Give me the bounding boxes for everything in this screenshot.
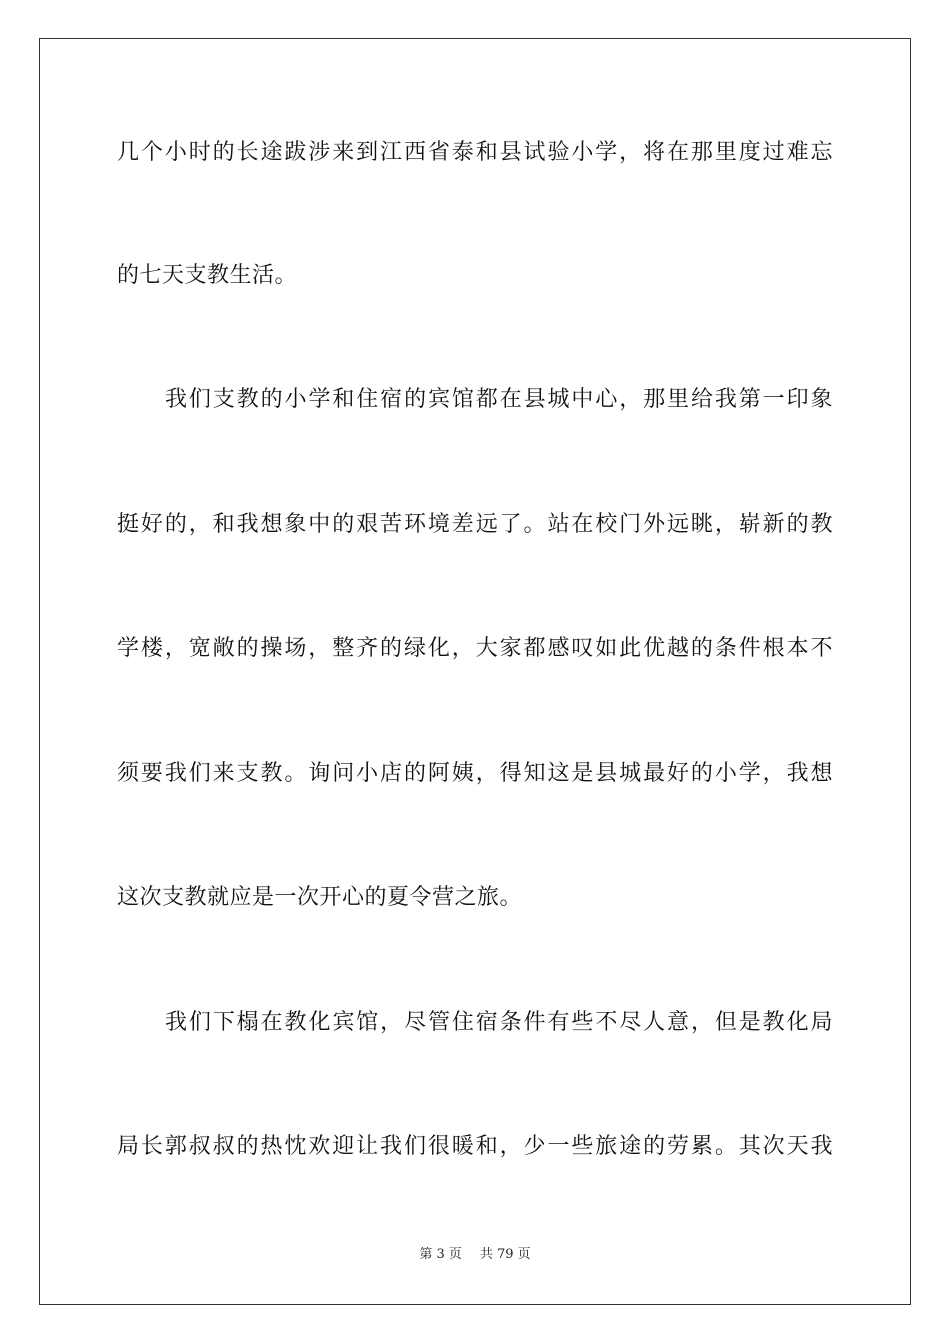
text-line-2: 的七天支教生活。 bbox=[117, 263, 298, 288]
page-footer bbox=[0, 1245, 950, 1265]
page-total: 共 79 页 bbox=[479, 1247, 531, 1262]
page-number: 第 3 页 bbox=[419, 1247, 462, 1262]
text-line-3: 我们支教的小学和住宿的宾馆都在县城中心，那里给我第一印象 bbox=[165, 387, 833, 412]
text-line-1: 几个小时的长途跋涉来到江西省泰和县试验小学，将在那里度过难忘 bbox=[117, 140, 833, 165]
text-line-6: 须要我们来支教。询问小店的阿姨，得知这是县城最好的小学，我想 bbox=[117, 761, 833, 786]
text-line-5: 学楼，宽敞的操场，整齐的绿化，大家都感叹如此优越的条件根本不 bbox=[117, 636, 833, 661]
text-line-7: 这次支教就应是一次开心的夏令营之旅。 bbox=[117, 885, 523, 910]
page-border bbox=[39, 38, 911, 1305]
text-line-8: 我们下榻在教化宾馆，尽管住宿条件有些不尽人意，但是教化局 bbox=[165, 1010, 833, 1035]
text-line-9: 局长郭叔叔的热忱欢迎让我们很暖和，少一些旅途的劳累。其次天我 bbox=[117, 1134, 833, 1159]
text-line-4: 挺好的，和我想象中的艰苦环境差远了。站在校门外远眺，崭新的教 bbox=[117, 512, 833, 537]
